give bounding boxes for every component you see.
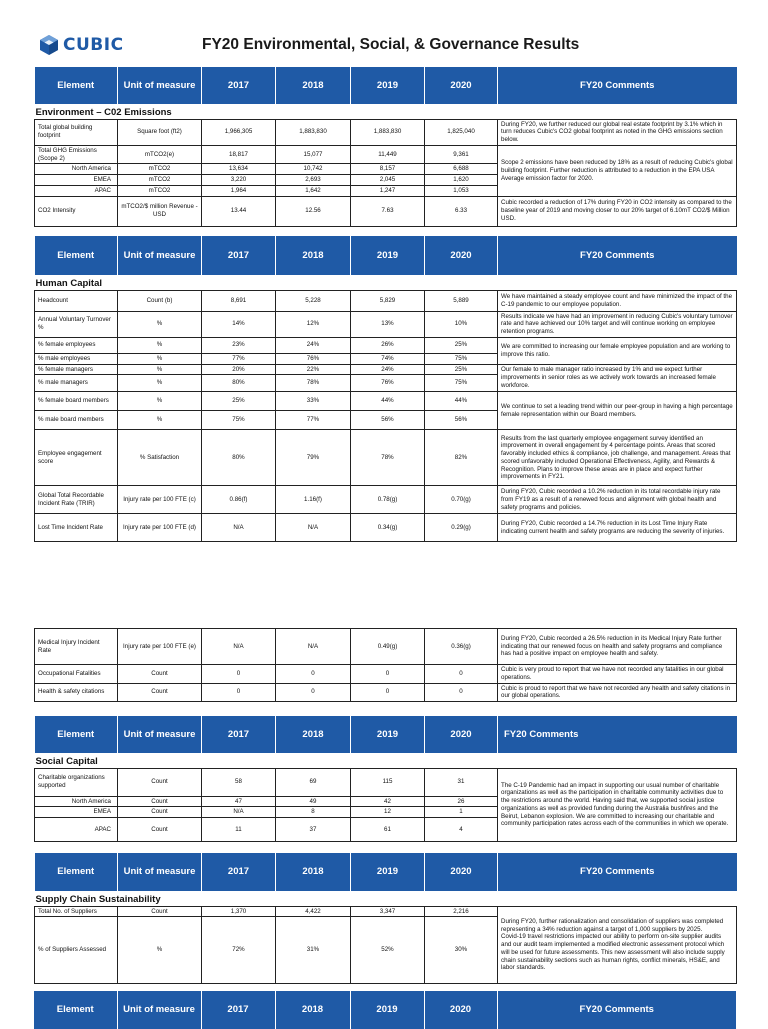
value-cell: 13,634 (202, 164, 276, 175)
comment-cell: During FY20, Cubic recorded a 26.5% reduction in its Medical Injury Rate further indicating that our renewed focus on health and safety programs and compliance has had a positive impact on employee health and safety. (498, 629, 737, 665)
comment-cell: Our female to male manager ratio increased by 1% and we expect further improvements in senior roles as we actively work towards an increased female workforce. (498, 364, 737, 392)
unit-cell: Count (118, 796, 202, 807)
value-cell: 0.70(g) (425, 486, 498, 514)
table-row (35, 290, 737, 311)
unit-cell: Count (118, 906, 202, 917)
value-cell: 37 (276, 818, 351, 842)
column-header: Unit of measure (118, 67, 202, 104)
section-title: Environment – C02 Emissions (35, 107, 172, 119)
value-cell: 0 (351, 665, 425, 684)
value-cell: 9,361 (425, 145, 498, 164)
value-cell: 5,228 (276, 290, 351, 311)
table-row (35, 486, 737, 514)
value-cell: 8,691 (202, 290, 276, 311)
column-header: 2017 (201, 991, 275, 1029)
value-cell: 78% (351, 430, 425, 486)
value-cell: 1,883,830 (351, 119, 425, 145)
table-row (35, 906, 737, 917)
column-header: FY20 Comments (498, 236, 737, 275)
row-label: Lost Time Incident Rate (35, 514, 118, 542)
table-row (35, 311, 737, 337)
page-title: FY20 Environmental, Social, & Governance Results (202, 36, 580, 53)
unit-cell: % (118, 353, 202, 364)
table-block (34, 991, 736, 1029)
unit-cell: mTCO2(e) (118, 145, 202, 164)
value-cell: 42 (351, 796, 425, 807)
row-label: Charitable organizations supported (35, 768, 118, 796)
table-header-row (35, 67, 737, 104)
value-cell: 44% (425, 392, 498, 411)
unit-cell: % (118, 411, 202, 430)
data-table (34, 991, 736, 1029)
row-label: % female board members (35, 392, 118, 411)
value-cell: 1,964 (202, 185, 276, 196)
column-header: Unit of measure (118, 236, 202, 275)
unit-cell: Square foot (ft2) (118, 119, 202, 145)
comment-cell: We have maintained a steady employee count and have minimized the impact of the C-19 pandemic to our employee population. (498, 290, 737, 311)
value-cell: 31% (276, 917, 351, 984)
comment-cell: During FY20, we further reduced our global real estate footprint by 3.1% which in turn reduces Cubic's CO2 global footprint as noted in the GHG emissions section below. (498, 119, 737, 145)
row-label: % of Suppliers Assessed (35, 917, 118, 984)
row-label: Medical Injury Incident Rate (35, 629, 118, 665)
unit-cell: mTCO2 (118, 185, 202, 196)
comment-cell: During FY20, further rationalization and consolidation of suppliers was completed representing a 34% reduction against a target of 1,000 suppliers by 2025. Covid-19 travel restrictions impacted our ability to perform on-site supplier audits and our audit team implemented a modified electronic assessment protocol which will be used for future assessments. This new assessment will also include supply chain sustainability sections such as human rights, conflict minerals, HS&E, and labor standards. (498, 906, 737, 984)
value-cell: 7.63 (351, 196, 425, 226)
value-cell: 22% (276, 364, 351, 375)
column-header: FY20 Comments (498, 716, 737, 753)
section-title: Human Capital (35, 278, 103, 290)
value-cell: 78% (276, 375, 351, 392)
value-cell: 26 (425, 796, 498, 807)
value-cell: 49 (276, 796, 351, 807)
value-cell: 10% (425, 311, 498, 337)
value-cell: 15,077 (276, 145, 351, 164)
unit-cell: Count (b) (118, 290, 202, 311)
row-label: Total global building footprint (35, 119, 118, 145)
unit-cell: % (118, 364, 202, 375)
column-header: Element (34, 991, 117, 1029)
value-cell: 1,825,040 (425, 119, 498, 145)
value-cell: 77% (202, 353, 276, 364)
value-cell: 8,157 (351, 164, 425, 175)
unit-cell: % (118, 392, 202, 411)
row-label: CO2 Intensity (35, 196, 118, 226)
value-cell: 0 (351, 683, 425, 702)
unit-cell: % (118, 337, 202, 353)
comment-cell: Results indicate we have had an improvement in reducing Cubic's voluntary turnover rate and have achieved our 10% target and will continue working on employee retention programs. (498, 311, 737, 337)
comment-cell: We are committed to increasing our female employee population and are working to improve this ratio. (498, 337, 737, 364)
value-cell: 58 (202, 768, 276, 796)
value-cell: 13.44 (202, 196, 276, 226)
value-cell: 74% (351, 353, 425, 364)
value-cell: 0 (276, 665, 351, 684)
value-cell: 82% (425, 430, 498, 486)
value-cell: 18,817 (202, 145, 276, 164)
data-table (34, 67, 737, 227)
value-cell: 25% (425, 337, 498, 353)
value-cell: 6.33 (425, 196, 498, 226)
column-header: 2018 (276, 67, 351, 104)
value-cell: 0 (425, 683, 498, 702)
column-header: 2018 (275, 991, 350, 1029)
table-row (35, 337, 737, 353)
column-header: 2017 (202, 716, 276, 753)
column-header: Element (35, 716, 118, 753)
comment-cell: During FY20, Cubic recorded a 10.2% reduction in its total recordable injury rate from FY19 as a result of a renewed focus and alignment with global health and safety programs and policies. (498, 486, 737, 514)
value-cell: 0.49(g) (351, 629, 425, 665)
value-cell: 12% (276, 311, 351, 337)
value-cell: N/A (276, 629, 351, 665)
value-cell: 3,347 (351, 906, 425, 917)
value-cell: 79% (276, 430, 351, 486)
column-header: 2017 (202, 853, 276, 891)
value-cell: 1,966,305 (202, 119, 276, 145)
column-header: 2020 (425, 67, 498, 104)
row-label: EMEA (35, 807, 118, 818)
value-cell: 80% (202, 430, 276, 486)
value-cell: 115 (351, 768, 425, 796)
column-header: Element (35, 236, 118, 275)
column-header: 2019 (351, 236, 425, 275)
value-cell: 72% (202, 917, 276, 984)
value-cell: 1 (425, 807, 498, 818)
data-table (34, 716, 737, 842)
value-cell: 13% (351, 311, 425, 337)
column-header: Unit of measure (118, 853, 202, 891)
row-label: Employee engagement score (35, 430, 118, 486)
unit-cell: Injury rate per 100 FTE (d) (118, 514, 202, 542)
unit-cell: % (118, 375, 202, 392)
row-label: % male managers (35, 375, 118, 392)
data-table (34, 236, 737, 542)
table-block (34, 236, 736, 542)
value-cell: 2,693 (276, 175, 351, 186)
column-header: 2020 (425, 236, 498, 275)
value-cell: 12 (351, 807, 425, 818)
value-cell: 20% (202, 364, 276, 375)
value-cell: 0 (202, 683, 276, 702)
value-cell: 0 (202, 665, 276, 684)
column-header: 2019 (351, 853, 425, 891)
column-header: Unit of measure (117, 991, 201, 1029)
value-cell: 75% (202, 411, 276, 430)
column-header: 2019 (351, 67, 425, 104)
table-block (34, 853, 736, 984)
page-header (0, 0, 768, 62)
value-cell: 24% (276, 337, 351, 353)
value-cell: 75% (425, 353, 498, 364)
value-cell: N/A (202, 629, 276, 665)
unit-cell: % (118, 917, 202, 984)
value-cell: 76% (276, 353, 351, 364)
value-cell: 0.36(g) (425, 629, 498, 665)
logo-text: CUBIC (63, 35, 124, 55)
column-header: 2018 (276, 236, 351, 275)
column-header: FY20 Comments (497, 991, 736, 1029)
value-cell: 5,829 (351, 290, 425, 311)
value-cell: 76% (351, 375, 425, 392)
section-title: Supply Chain Sustainability (35, 894, 161, 906)
comment-cell: Results from the last quarterly employee engagement survey identified an improvement in overall engagement by 4 percentage points. Areas that scored favorably included ethics & compliance, job challenge, and management. Areas that scored unfavorably included Operational Effectiveness, Agility, and Rewards & Recognition. Plans to improve these areas are in place and expect further improvements in FY21. (498, 430, 737, 486)
value-cell: 14% (202, 311, 276, 337)
unit-cell: % (118, 311, 202, 337)
unit-cell: Injury rate per 100 FTE (c) (118, 486, 202, 514)
row-label: Annual Voluntary Turnover % (35, 311, 118, 337)
table-row (35, 145, 737, 164)
value-cell: N/A (202, 807, 276, 818)
value-cell: 11,449 (351, 145, 425, 164)
unit-cell: Count (118, 683, 202, 702)
value-cell: 75% (425, 375, 498, 392)
value-cell: 0.78(g) (351, 486, 425, 514)
value-cell: 33% (276, 392, 351, 411)
comment-cell: The C-19 Pandemic had an impact in supporting our usual number of charitable organizations as well as the participation in charitable community activities due to the restrictions around the world. Having said that, we supported social justice organizations as well as provided funding during the Australia bushfires and the Beirut, Lebanon explosion. We are committed to increasing our charitable and community participation rates across each of the communities in which we operate. (498, 768, 737, 842)
value-cell: 25% (425, 364, 498, 375)
value-cell: 1,620 (425, 175, 498, 186)
table-row (35, 119, 737, 145)
comment-cell: We continue to set a leading trend within our peer-group in having a high percentage female representation within our Board members. (498, 392, 737, 430)
table-row (35, 392, 737, 411)
comment-cell: Scope 2 emissions have been reduced by 18% as a result of reducing Cubic's global building footprint. Further reduction is attributed to a reduction in the EPA USA Average emission factor for 2020. (498, 145, 737, 196)
unit-cell: Count (118, 665, 202, 684)
unit-cell: mTCO2/$ million Revenue - USD (118, 196, 202, 226)
value-cell: 0.86(f) (202, 486, 276, 514)
value-cell: 1.16(f) (276, 486, 351, 514)
row-label: North America (35, 164, 118, 175)
value-cell: 6,688 (425, 164, 498, 175)
value-cell: 0.34(g) (351, 514, 425, 542)
cubic-hex-logo-icon (38, 34, 60, 56)
value-cell: 8 (276, 807, 351, 818)
table-row (35, 665, 737, 684)
unit-cell: Injury rate per 100 FTE (e) (118, 629, 202, 665)
table-block (34, 67, 736, 227)
table-row (35, 514, 737, 542)
value-cell: 1,053 (425, 185, 498, 196)
section-title: Social Capital (35, 756, 98, 768)
value-cell: 3,220 (202, 175, 276, 186)
value-cell: 4,422 (276, 906, 351, 917)
value-cell: 5,889 (425, 290, 498, 311)
column-header: 2019 (351, 716, 425, 753)
table-row (35, 683, 737, 702)
row-label: % male board members (35, 411, 118, 430)
data-table (34, 628, 737, 702)
column-header: Element (35, 67, 118, 104)
comment-cell: Cubic is very proud to report that we have not recorded any fatalities in our global operations. (498, 665, 737, 684)
column-header: 2017 (202, 236, 276, 275)
value-cell: 44% (351, 392, 425, 411)
value-cell: 69 (276, 768, 351, 796)
value-cell: 4 (425, 818, 498, 842)
column-header: 2018 (276, 853, 351, 891)
value-cell: 1,247 (351, 185, 425, 196)
row-label: Global Total Recordable Incident Rate (TRIR) (35, 486, 118, 514)
value-cell: 23% (202, 337, 276, 353)
value-cell: 31 (425, 768, 498, 796)
row-label: Total No. of Suppliers (35, 906, 118, 917)
column-header: 2020 (424, 991, 497, 1029)
table-header-row (35, 853, 737, 891)
value-cell: 0 (276, 683, 351, 702)
table-block (34, 628, 736, 702)
value-cell: 1,370 (202, 906, 276, 917)
row-label: % male employees (35, 353, 118, 364)
column-header: 2018 (276, 716, 351, 753)
table-header-row (34, 991, 736, 1029)
value-cell: 77% (276, 411, 351, 430)
value-cell: 61 (351, 818, 425, 842)
value-cell: 2,216 (425, 906, 498, 917)
value-cell: 0 (425, 665, 498, 684)
value-cell: 52% (351, 917, 425, 984)
value-cell: N/A (202, 514, 276, 542)
value-cell: N/A (276, 514, 351, 542)
row-label: North America (35, 796, 118, 807)
table-row (35, 364, 737, 375)
table-row (35, 768, 737, 796)
value-cell: 56% (351, 411, 425, 430)
table-row (35, 430, 737, 486)
column-header: FY20 Comments (498, 853, 737, 891)
column-header: Element (35, 853, 118, 891)
column-header: 2020 (425, 716, 498, 753)
row-label: % female managers (35, 364, 118, 375)
value-cell: 30% (425, 917, 498, 984)
table-header-row (35, 716, 737, 753)
value-cell: 1,883,830 (276, 119, 351, 145)
column-header: Unit of measure (118, 716, 202, 753)
value-cell: 24% (351, 364, 425, 375)
value-cell: 10,742 (276, 164, 351, 175)
unit-cell: mTCO2 (118, 164, 202, 175)
unit-cell: mTCO2 (118, 175, 202, 186)
value-cell: 47 (202, 796, 276, 807)
row-label: Total GHG Emissions (Scope 2) (35, 145, 118, 164)
unit-cell: Count (118, 807, 202, 818)
row-label: APAC (35, 818, 118, 842)
column-header: 2020 (425, 853, 498, 891)
value-cell: 2,045 (351, 175, 425, 186)
value-cell: 11 (202, 818, 276, 842)
value-cell: 80% (202, 375, 276, 392)
unit-cell: Count (118, 768, 202, 796)
value-cell: 56% (425, 411, 498, 430)
comment-cell: Cubic is proud to report that we have not recorded any health and safety citations in our global operations. (498, 683, 737, 702)
row-label: Health & safety citations (35, 683, 118, 702)
value-cell: 25% (202, 392, 276, 411)
table-header-row (35, 236, 737, 275)
value-cell: 26% (351, 337, 425, 353)
table-row (35, 629, 737, 665)
table-block (34, 716, 736, 842)
row-label: Occupational Fatalities (35, 665, 118, 684)
comment-cell: Cubic recorded a reduction of 17% during FY20 in CO2 intensity as compared to the baseline year of 2019 and moving closer to our 20% target of 6.10mT CO2/$ Million USD. (498, 196, 737, 226)
row-label: APAC (35, 185, 118, 196)
data-table (34, 853, 737, 984)
unit-cell: % Satisfaction (118, 430, 202, 486)
company-logo (38, 34, 124, 56)
unit-cell: Count (118, 818, 202, 842)
row-label: % female employees (35, 337, 118, 353)
value-cell: 1,642 (276, 185, 351, 196)
table-row (35, 196, 737, 226)
value-cell: 0.29(g) (425, 514, 498, 542)
row-label: EMEA (35, 175, 118, 186)
column-header: 2017 (202, 67, 276, 104)
column-header: FY20 Comments (498, 67, 737, 104)
value-cell: 12.56 (276, 196, 351, 226)
comment-cell: During FY20, Cubic recorded a 14.7% reduction in its Lost Time Injury Rate indicating current health and safety programs are reducing the severity of injuries. (498, 514, 737, 542)
column-header: 2019 (350, 991, 424, 1029)
row-label: Headcount (35, 290, 118, 311)
